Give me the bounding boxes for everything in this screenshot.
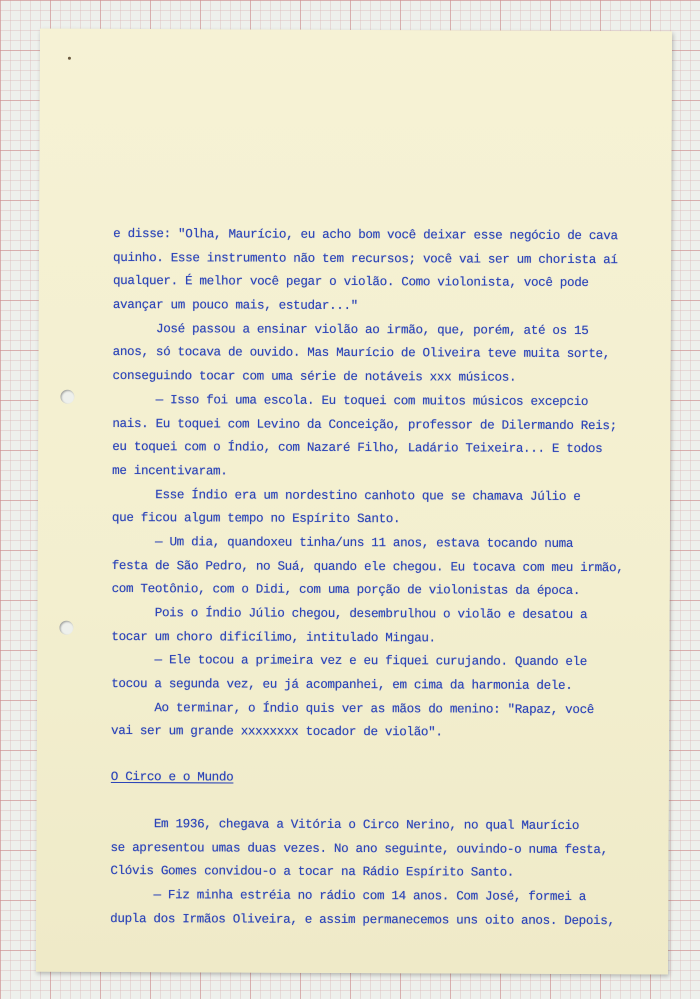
- typewritten-page: [36, 29, 672, 975]
- text-line: avançar um pouco mais, estudar...": [112, 298, 358, 314]
- spacer: [111, 790, 651, 815]
- page-text: [110, 223, 653, 934]
- text-line: tocar um choro dificílimo, intitulado Mingau.: [111, 629, 436, 646]
- text-line: Ao terminar, o Índio quis ver as mãos do menino: "Rapaz, você: [111, 700, 595, 717]
- text-line: vai ser um grande xxxxxxxx tocador de violão".: [110, 724, 443, 740]
- text-line: nais. Eu toquei com Levino da Conceição, professor de Dilermando Reis;: [112, 416, 617, 433]
- text-line: com Teotônio, com o Didi, com uma porção de violonistas da época.: [111, 582, 581, 599]
- text-line: Pois o Índio Júlio chegou, desembrulhou o violão e desatou a: [111, 605, 588, 623]
- text-line: se apresentou umas duas vezes. No ano seguinte, ouvindo-o numa festa,: [110, 840, 608, 857]
- text-line: — Fiz minha estréia no rádio com 14 anos. Com José, formei a: [110, 887, 587, 904]
- text-line: dupla dos Irmãos Oliveira, e assim permanecemos uns oito anos. Depois,: [110, 911, 615, 928]
- text-line: me incentivaram.: [112, 463, 228, 479]
- text-line: conseguindo tocar com uma série de notáveis xxx músicos.: [112, 369, 517, 385]
- punch-hole-upper: [60, 390, 74, 404]
- text-line: anos, só tocava de ouvido. Mas Maurício de Oliveira teve muita sorte,: [112, 345, 611, 362]
- text-line: quinho. Esse instrumento não tem recursos; você vai ser um chorista aí: [113, 250, 618, 267]
- paper-mark: [68, 57, 71, 60]
- section-heading: O Circo e o Mundo: [110, 770, 234, 785]
- punch-hole-lower: [59, 621, 73, 635]
- text-line: qualquer. É melhor você pegar o violão. Como violonista, você pode: [112, 274, 589, 291]
- text-line: José passou a ensinar violão ao irmão, que, porém, até os 15: [112, 321, 589, 338]
- text-line: festa de São Pedro, no Suá, quando ele chegou. Eu tocava com meu irmão,: [111, 558, 624, 575]
- text-line: Em 1936, chegava a Vitória o Circo Nerino, no qual Maurício: [110, 816, 580, 833]
- text-line: tocou a segunda vez, eu já acompanhei, em cima da harmonia dele.: [111, 677, 573, 694]
- text-line: e disse: "Olha, Maurício, eu acho bom você deixar esse negócio de cava: [113, 226, 618, 244]
- text-line: eu toquei com o Índio, com Nazaré Filho, Ladário Teixeira... E todos: [112, 440, 603, 457]
- text-line: Clóvis Gomes convidou-o a tocar na Rádio Espírito Santo.: [110, 864, 515, 880]
- text-line: — Isso foi uma escola. Eu toquei com muitos músicos excepcio: [112, 392, 589, 409]
- text-line: Esse Índio era um nordestino canhoto que se chamava Júlio e: [111, 487, 581, 504]
- text-line: — Ele tocou a primeira vez e eu fiquei curujando. Quando ele: [111, 653, 588, 670]
- text-line: — Um dia, quandoxeu tinha/uns 11 anos, estava tocando numa: [111, 534, 574, 551]
- text-line: que ficou algum tempo no Espírito Santo.: [111, 511, 401, 527]
